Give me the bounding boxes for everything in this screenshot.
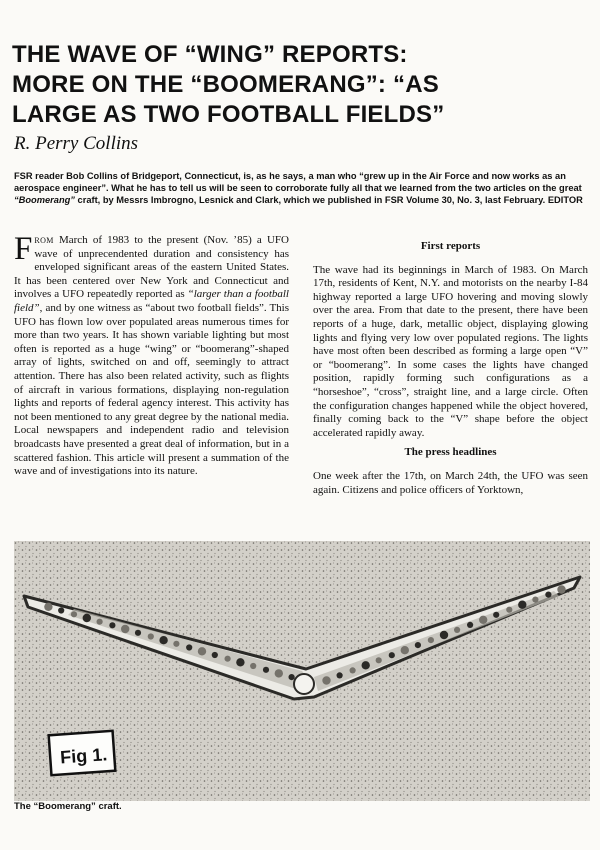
figure-label-box (49, 731, 116, 775)
craft-light (479, 616, 487, 624)
craft-light (83, 614, 91, 622)
paragraph-text: March of 1983 to the present (Nov. ’85) a UFO wave of unprecendented duration and consistency has enveloped significant areas of the eastern United States. It has been centered over New York and Connecticut and involves a UFO repeatedly reported as (14, 234, 289, 301)
craft-light (322, 676, 330, 684)
craft-light (454, 627, 460, 633)
craft-light (148, 633, 154, 639)
author-byline: R. Perry Collins (14, 133, 139, 154)
craft-light (532, 597, 538, 603)
right-column (313, 234, 588, 501)
paragraph-text-end: , and by one witness as “about two football fields”. This UFO has flown low over populated areas numerous times for more than two years. It has shown variable lighting but most often is reported as a huge “wing” or “boomerang”-shaped array of lights, switched on and off, seemingly to attract attention. There has also been related activity, such as flights of aircraft in various formations, displaying non-regulation lights and reports of federal agency interest. This activity has not been mentioned to any great degree by the national media. Local newspapers and independent radio and television broadcasts have presented a great deal of information, but in a scattered fashion. This article will present a summation of the wave and of investigations into its nature. (14, 301, 289, 478)
craft-light (350, 667, 356, 673)
craft-light (389, 652, 395, 658)
figure-label: Fig 1. (59, 744, 108, 768)
craft-light (376, 657, 382, 663)
drop-cap: F (14, 231, 33, 267)
craft-light (97, 619, 103, 625)
editor-intro (14, 170, 588, 207)
craft-light (236, 658, 244, 666)
boomerang-craft-drawing (14, 541, 590, 801)
paragraph: One week after the 17th, on March 24th, the UFO was seen again. Citizens and police officers of Yorktown, (313, 469, 588, 496)
craft-light (337, 672, 343, 678)
craft-light (362, 661, 370, 669)
craft-light (44, 603, 52, 611)
paragraph-italic: “larger than a football field” (14, 288, 289, 314)
craft-light (173, 641, 179, 647)
craft-center-light (294, 674, 314, 694)
craft-light (415, 642, 421, 648)
small-caps-opening: ROM (34, 236, 54, 245)
craft-light (401, 646, 409, 654)
craft-light (71, 611, 77, 617)
craft-light (275, 669, 283, 677)
boomerang-figure (14, 541, 590, 801)
craft-light (212, 652, 218, 658)
paragraph (14, 231, 289, 479)
craft-light (428, 637, 434, 643)
craft-light (159, 636, 167, 644)
craft-light (518, 601, 526, 609)
figure-caption: The “Boomerang” craft. (14, 801, 122, 812)
craft-light (545, 592, 551, 598)
craft-light (225, 656, 231, 662)
craft-light (250, 663, 256, 669)
title-line: MORE ON THE “BOOMERANG”: “AS (12, 71, 439, 98)
craft-light (135, 630, 141, 636)
craft-light (506, 607, 512, 613)
intro-text-end: craft, by Messrs Imbrogno, Lesnick and Clark, which we published in FSR Volume 30, No. 3, last February. EDITOR (74, 195, 583, 206)
craft-light (109, 622, 115, 628)
section-heading: The press headlines (404, 446, 497, 459)
intro-italic: “Boomerang” (14, 195, 75, 206)
paragraph: The wave had its beginnings in March of 1983. On March 17th, residents of Kent, N.Y. and motorists on the nearby I-84 highway reported a large UFO hovering and moving slowly over the area. From that date to the present, there have been reports of a huge, dark, metallic object, displaying glowing lights and flying very low over populated regions. The lights have most often been described as forming a large open “V” or “boomerang”. In some cases the lights have changed position, rapidly forming such configurations as a “horseshoe”, “cross”, straight line, and a large circle. Often the configuration changes happened while the object hovered, finally coming back to the “V” shape before the object accelerated rapidly away. (313, 263, 588, 439)
left-column (14, 231, 289, 483)
section-heading: First reports (420, 240, 481, 252)
craft-light (186, 644, 192, 650)
craft-light (557, 585, 565, 593)
intro-text: FSR reader Bob Collins of Bridgeport, Connecticut, is, as he says, a man who “grew up in the Air Force and now works as an aerospace engineer”. What he has to tell us will be seen to corroborate fully all that we learned from the two articles on the great (14, 171, 582, 194)
craft-light (58, 607, 64, 613)
craft-light (440, 631, 448, 639)
craft-light (289, 674, 295, 680)
craft-light (467, 622, 473, 628)
craft-light (198, 647, 206, 655)
title-line: THE WAVE OF “WING” REPORTS: (12, 41, 408, 68)
article-title (12, 40, 592, 130)
craft-light (121, 625, 129, 633)
title-line: LARGE AS TWO FOOTBALL FIELDS” (12, 101, 445, 128)
craft-light (493, 612, 499, 618)
craft-light (263, 667, 269, 673)
